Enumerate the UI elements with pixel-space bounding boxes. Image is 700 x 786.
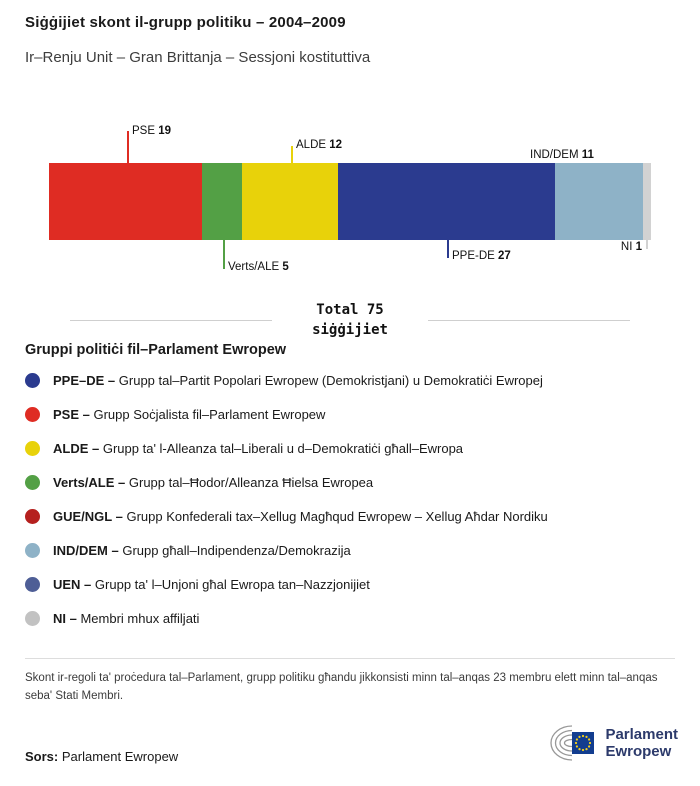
legend-item-ind-dem bbox=[25, 533, 680, 567]
segment-name: ALDE bbox=[296, 139, 327, 151]
stacked-bar bbox=[49, 163, 651, 240]
segment-name: PPE-DE bbox=[452, 250, 495, 262]
legend-item-name: PSE – bbox=[53, 406, 90, 422]
segment-value: 5 bbox=[282, 261, 289, 273]
legend-item-name: Verts/ALE – bbox=[53, 474, 126, 490]
legend-item-name: NI – bbox=[53, 610, 77, 626]
leader-line-ni bbox=[646, 240, 648, 249]
segment-label-ni bbox=[621, 241, 642, 253]
bar-segment-alde[interactable] bbox=[242, 163, 338, 240]
ind-dem-color-swatch bbox=[25, 543, 40, 558]
logo-text bbox=[605, 726, 678, 760]
legend-item-alde bbox=[25, 431, 680, 465]
legend-item-gue-ngl bbox=[25, 499, 680, 533]
segment-value: 1 bbox=[635, 241, 642, 253]
legend-item-name: IND/DEM – bbox=[53, 542, 119, 558]
legend-item-description: Grupp għall–Indipendenza/Demokrazija bbox=[122, 542, 351, 558]
bar-segment-ppe-de[interactable] bbox=[338, 163, 555, 240]
gue-ngl-color-swatch bbox=[25, 509, 40, 524]
source-value: Parlament Ewropew bbox=[61, 749, 179, 764]
segment-label-alde bbox=[296, 139, 342, 151]
legend-item-description: Grupp Soċjalista fil–Parlament Ewropew bbox=[93, 406, 326, 422]
leader-line-ppe-de bbox=[447, 240, 449, 258]
footnote: Skont ir-regoli ta' proċedura tal–Parlament, grupp politiku għandu jikkonsisti minn tal–anqas 23 membru elett minn tal–anqas seba' Stati Membri. bbox=[25, 672, 658, 702]
segment-name: PSE bbox=[132, 125, 156, 137]
legend-heading: Gruppi politiċi fil–Parlament Ewropew bbox=[25, 342, 287, 358]
bar-segment-ni[interactable] bbox=[643, 163, 651, 240]
total-left-rule bbox=[70, 320, 272, 321]
ppe-de-color-swatch bbox=[25, 373, 40, 388]
total-seats-line1: Total 75 bbox=[316, 302, 384, 318]
segment-label-verts-ale bbox=[228, 261, 289, 273]
segment-label-pse bbox=[132, 125, 171, 137]
uen-color-swatch bbox=[25, 577, 40, 592]
legend-item-ppe-de bbox=[25, 363, 680, 397]
legend-item-description: Grupp Konfederali tax–Xellug Magħqud Ewropew – Xellug Aħdar Nordiku bbox=[126, 508, 548, 524]
legend-item-description: Membri mhux affiljati bbox=[80, 610, 200, 626]
source bbox=[25, 749, 178, 764]
legend-item-name: ALDE – bbox=[53, 440, 100, 456]
segment-value: 12 bbox=[329, 139, 343, 151]
total-seats-text bbox=[272, 300, 428, 340]
segment-value: 11 bbox=[581, 149, 594, 161]
bar-segment-ind-dem[interactable] bbox=[555, 163, 643, 240]
logo-text-line1: Parlament bbox=[605, 726, 678, 743]
parliament-logo bbox=[534, 722, 678, 764]
segment-label-ppe-de bbox=[452, 250, 511, 262]
total-seats-line2: siġġijiet bbox=[312, 322, 388, 338]
segment-name: NI bbox=[620, 241, 633, 253]
legend-item-verts-ale bbox=[25, 465, 680, 499]
legend-item-description: Grupp tal–Partit Popolari Ewropew (Demokristjani) u Demokratiċi Ewropej bbox=[118, 372, 543, 388]
legend-item-description: Grupp tal–Ħodor/Alleanza Ħielsa Ewropea bbox=[128, 474, 374, 490]
chart-subtitle: Ir–Renju Unit – Gran Brittanja – Sessjoni kostituttiva bbox=[25, 49, 371, 66]
segment-label-ind-dem bbox=[530, 149, 594, 161]
bar-segment-pse[interactable] bbox=[49, 163, 202, 240]
leader-line-alde bbox=[291, 146, 293, 163]
legend-item-description: Grupp ta' l–Unjoni għal Ewropa tan–Nazzjonijiet bbox=[94, 576, 370, 592]
segment-value: 19 bbox=[158, 125, 172, 137]
pse-color-swatch bbox=[25, 407, 40, 422]
legend-item-pse bbox=[25, 397, 680, 431]
legend-item-name: GUE/NGL – bbox=[53, 508, 123, 524]
leader-line-pse bbox=[127, 131, 129, 163]
logo-text-line2: Ewropew bbox=[605, 743, 672, 760]
total-right-rule bbox=[428, 320, 630, 321]
bar-segment-verts-ale[interactable] bbox=[202, 163, 242, 240]
hemicycle-eu-flag-icon bbox=[534, 722, 598, 764]
legend bbox=[25, 342, 680, 635]
verts-ale-color-swatch bbox=[25, 475, 40, 490]
ni-color-swatch bbox=[25, 611, 40, 626]
legend-item-description: Grupp ta' l-Alleanza tal–Liberali u d–Demokratiċi għall–Ewropa bbox=[102, 440, 464, 456]
legend-item-name: UEN – bbox=[53, 576, 92, 592]
total-seats-block bbox=[70, 300, 630, 340]
source-label: Sors: bbox=[25, 749, 59, 764]
alde-color-swatch bbox=[25, 441, 40, 456]
segment-value: 27 bbox=[498, 250, 511, 262]
legend-item-ni bbox=[25, 601, 680, 635]
footer-divider bbox=[25, 658, 675, 659]
leader-line-verts-ale bbox=[223, 240, 225, 269]
chart-title: Siġġijiet skont il-grupp politiku – 2004–2009 bbox=[25, 14, 346, 31]
legend-item-name: PPE–DE – bbox=[53, 372, 116, 388]
segment-name: IND/DEM bbox=[530, 149, 579, 161]
legend-item-uen bbox=[25, 567, 680, 601]
segment-name: Verts/ALE bbox=[228, 261, 280, 273]
